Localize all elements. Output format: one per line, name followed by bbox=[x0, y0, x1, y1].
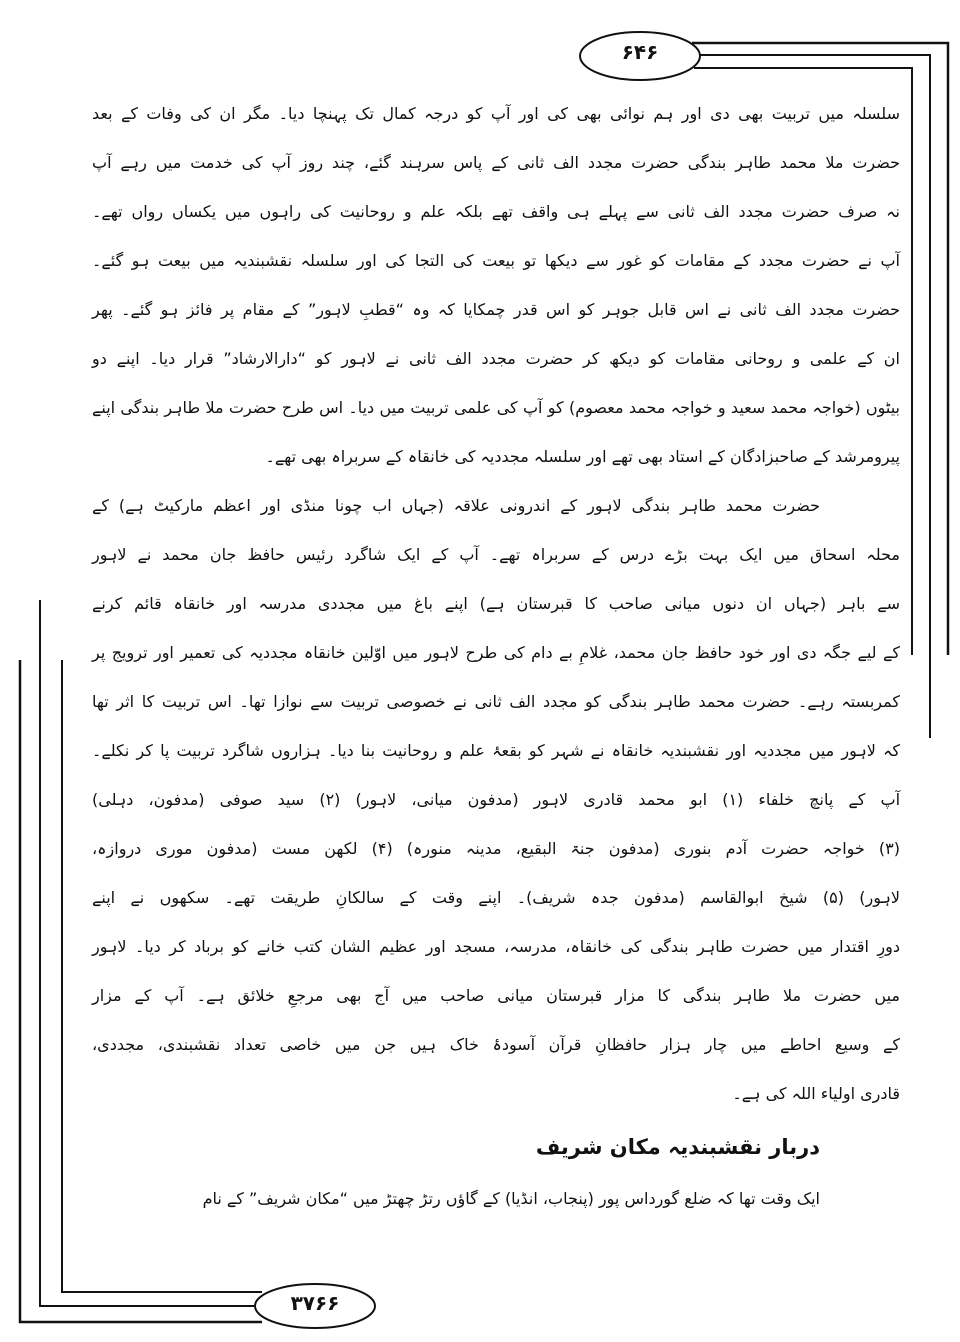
page-body bbox=[92, 90, 900, 1224]
text-line: حضرت مجدد الف ثانی نے اس قابل جوہر کو اس قدر چمکایا کہ وہ “قطبِ لاہور” کے مقام پر فائز ہو گئے۔ پھر bbox=[92, 300, 900, 319]
text-line: کے وسیع احاطے میں چار ہزار حافظانِ قرآن آسودۂ خاک ہیں جن میں خاصی تعداد نقشبندی، مجددی، bbox=[92, 1035, 900, 1054]
text-line: پیرومرشد کے صاحبزادگان کے استاد بھی تھے اور سلسلہ مجددیہ کی خانقاہ کے سربراہ بھی تھے۔ bbox=[265, 447, 900, 466]
text-line: آپ نے حضرت مجدد کے مقامات کو غور سے دیکھا تو بیعت کی التجا کی اور سلسلہ نقشبندیہ میں بیعت ہو گئے۔ bbox=[92, 251, 900, 270]
text-line: میں حضرت ملا طاہر بندگی کا مزار قبرستان میانی صاحب میں آج بھی مرجعِ خلائق ہے۔ آپ کے مزار bbox=[92, 986, 900, 1005]
paragraph-2 bbox=[92, 482, 900, 1119]
text-line: کمربستہ رہے۔ حضرت محمد طاہر بندگی کو مجدد الف ثانی نے خصوصی تربیت سے نوازا تھا۔ اس تربیت کا اثر تھا bbox=[92, 692, 900, 711]
text-line: آپ کے پانچ خلفاء (۱) ابو محمد قادری لاہور (مدفون میانی، لاہور) (۲) سید صوفی (مدفون، دہلی) bbox=[92, 790, 901, 809]
page-number-bottom: ۳۷۶۶ bbox=[290, 1291, 340, 1315]
text-line: نہ صرف حضرت مجدد الف ثانی سے پہلے ہی واقف تھے بلکہ علم و روحانیت کی راہوں میں یکساں رواں تھے۔ bbox=[92, 202, 900, 221]
text-line: دورِ اقتدار میں حضرت طاہر بندگی کی خانقاہ، مدرسہ، مسجد اور عظیم الشان کتب خانے کو برباد کر دیا۔ لاہور bbox=[92, 937, 900, 956]
text-line: کے لیے جگہ دی اور خود حافظ جان محمد، غلامِ بے دام کی طرح لاہور میں اوّلین خانقاہ مجددیہ کی تعمیر اور ترویج پر bbox=[92, 643, 900, 662]
text-line: قادری اولیاء اللہ کی ہے۔ bbox=[732, 1084, 900, 1103]
text-line: ایک وقت تھا کہ ضلع گورداس پور (پنجاب، انڈیا) کے گاؤں رتڑ چھتڑ میں “مکان شریف” کے نام bbox=[202, 1189, 820, 1208]
text-line: سلسلہ میں تربیت بھی دی اور ہم نوائی بھی کی اور آپ کو درجہ کمال تک پہنچا دیا۔ مگر ان کی وفات کے بعد bbox=[92, 104, 900, 123]
text-line: محلہ اسحاق میں ایک بہت بڑے درس کے سربراہ تھے۔ آپ کے ایک شاگرد رئیس حافظ جان محمد نے لاہور bbox=[92, 545, 900, 564]
text-line: حضرت محمد طاہر بندگی لاہور کے اندرونی علاقہ (جہاں اب چونا منڈی اور اعظم مارکیٹ ہے) کے bbox=[92, 496, 820, 515]
text-line: کہ لاہور میں مجددیہ اور نقشبندیہ خانقاہ نے شہر کو بقعۂ علم و روحانیت بنا دیا۔ ہزاروں شاگرد تربیت پا کر نکلے۔ bbox=[92, 741, 900, 760]
text-line: (۳) خواجہ حضرت آدم بنوری (مدفون جنۃ البقیع، مدینہ منورہ) (۴) لکھن مست (مدفون موری دروازہ، bbox=[92, 839, 900, 858]
section-heading: دربار نقشبندیہ مکان شریف bbox=[535, 1135, 820, 1159]
paragraph-1 bbox=[92, 90, 900, 482]
page-number-top: ۶۴۶ bbox=[621, 40, 659, 64]
text-line: سے باہر (جہاں ان دنوں میانی صاحب کا قبرستان ہے) اپنے باغ میں مجددی مدرسہ اور خانقاہ قائم کرنے bbox=[92, 594, 900, 613]
text-line: لاہور) (۵) شیخ ابوالقاسم (مدفون جدہ شریف)۔ اپنے وقت کے سالکانِ طریقت تھے۔ سکھوں نے اپنے bbox=[92, 888, 900, 907]
paragraph-3 bbox=[92, 1175, 900, 1224]
text-line: ان کے علمی و روحانی مقامات کو دیکھ کر حضرت مجدد الف ثانی نے لاہور کو “دارالارشاد” قرار دیا۔ اپنے دو bbox=[92, 349, 900, 368]
text-line: حضرت ملا محمد طاہر بندگی حضرت مجدد الف ثانی کے پاس سرہند گئے، چند روز آپ کی خدمت میں رہے آپ bbox=[92, 153, 900, 172]
text-line: بیٹوں (خواجہ محمد سعید و خواجہ محمد معصوم) کو آپ کی علمی تربیت میں دیا۔ اس طرح حضرت ملا طاہر بندگی اپنے bbox=[92, 398, 900, 417]
